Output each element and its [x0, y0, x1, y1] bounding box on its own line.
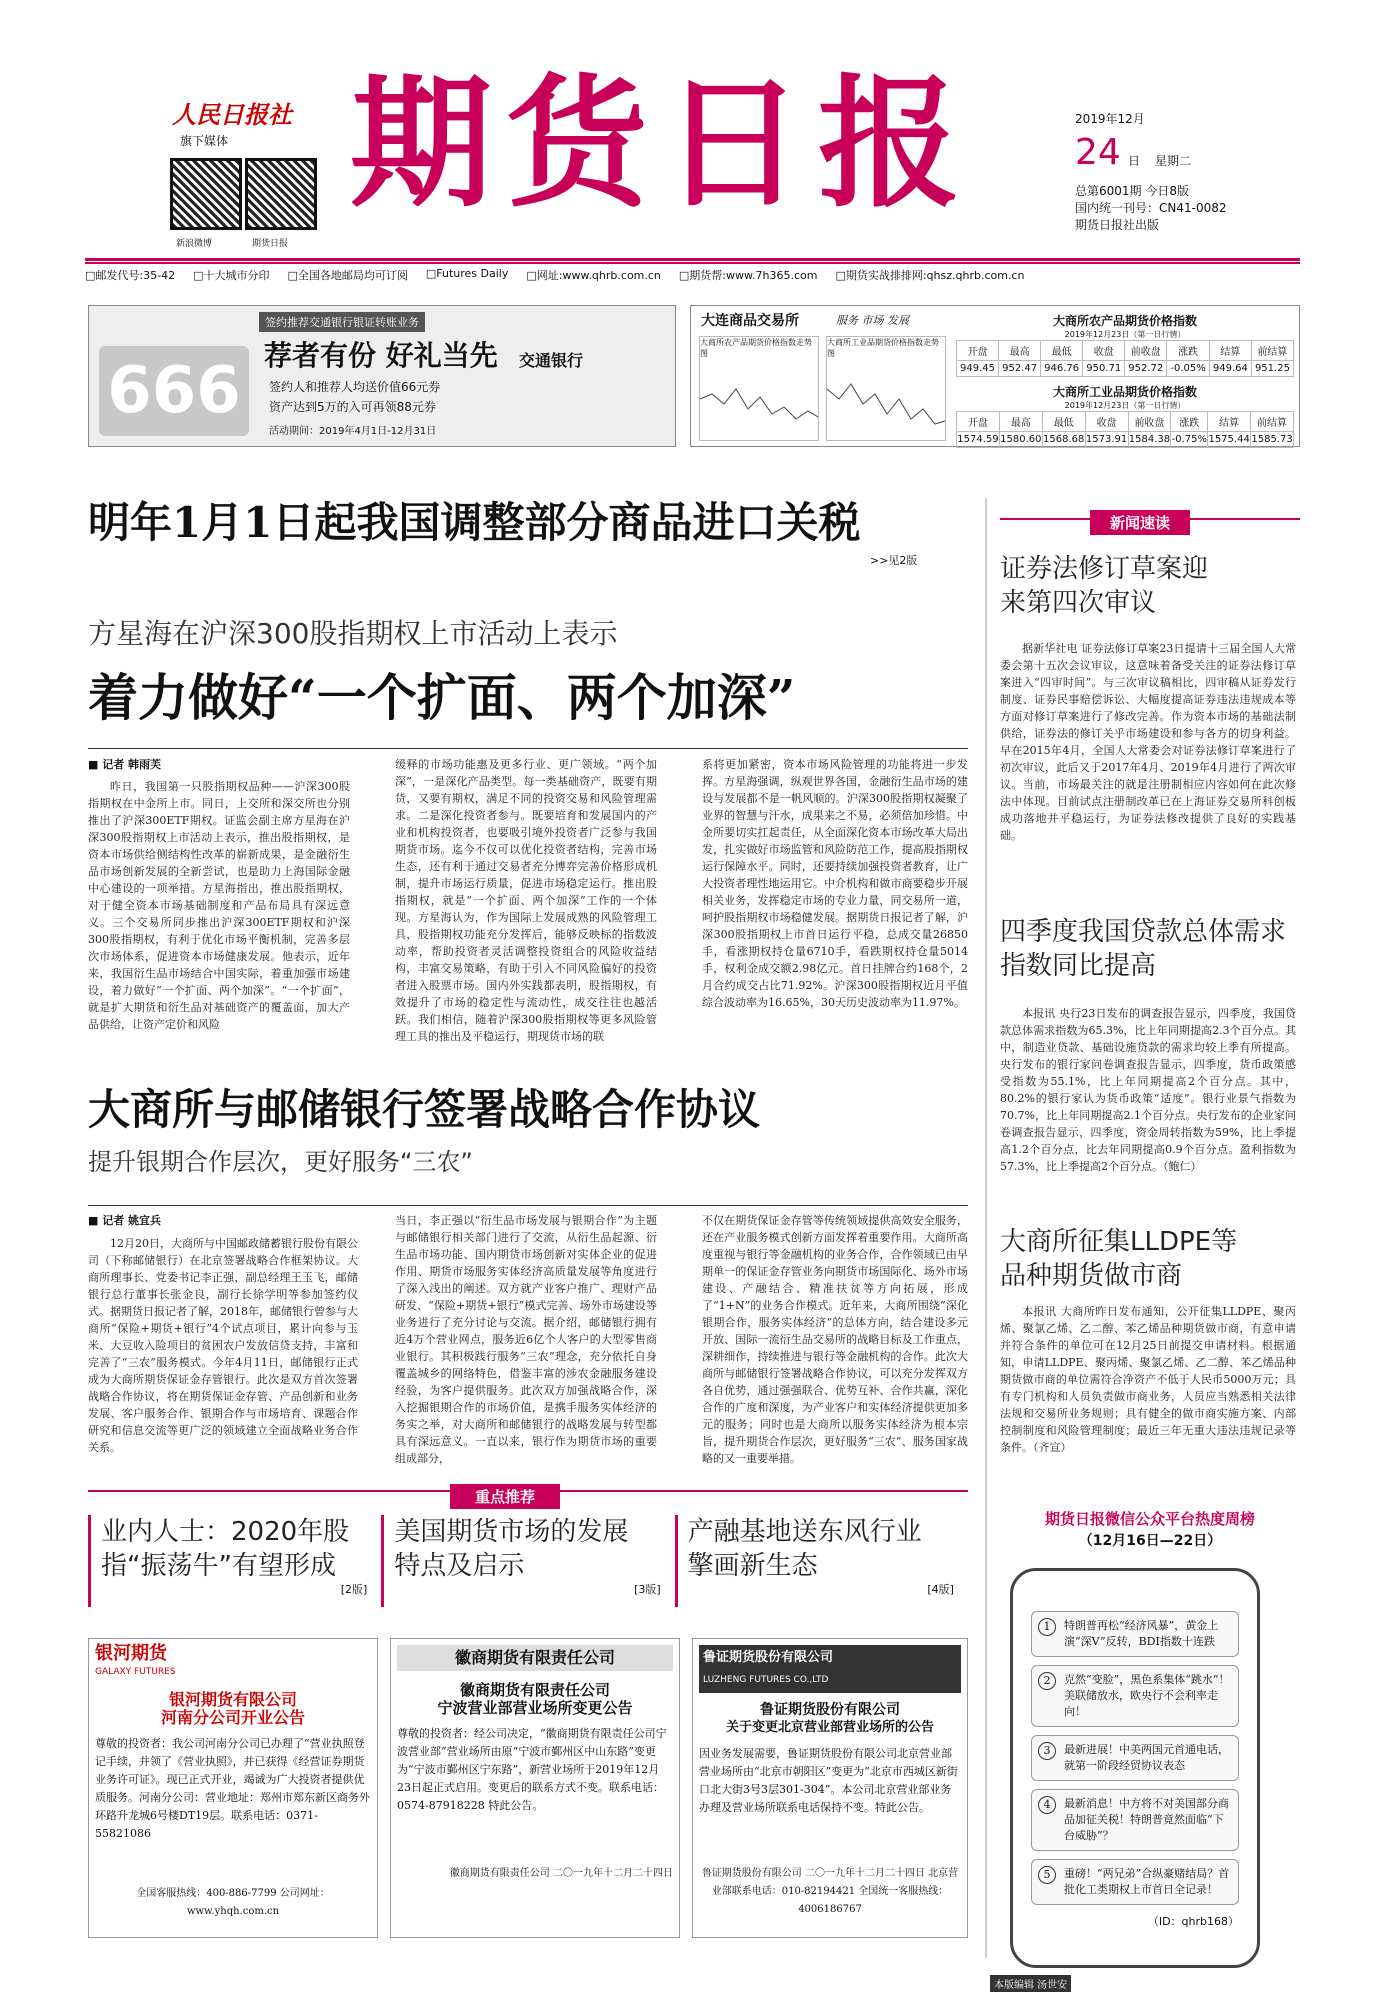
- news1-body: 据新华社电 证券法修订草案23日提请十三届全国人大常委会第十五次会议审议，这意味着备受关注的证券法修订草案进入“四审时间”。与三次审议稿相比，四审稿从证券发行制度、证券民事赔偿诉讼、大幅度提高证券违法违规成本等方面对修订草案进行了修改完善。作为资本市场的基础法制供给，证券法的修订关乎市场建设和参与各方的切身利益。早在2015年4月，全国人大常委会对证券法修订草案进行了初次审议，此后又于2017年4月、2019年4月进行了两次审议。当前，市场最关注的就是注册制相应内容如何在此次修法中体现。目前试点注册制改革已在上海证券交易所科创板成功落地并平稳运行，为证券法修改提供了良好的实践基础。: [1000, 642, 1296, 842]
- lead-headline[interactable]: 明年1月1日起我国调整部分商品进口关税: [88, 498, 861, 547]
- key-tag: 重点推荐: [450, 1484, 560, 1509]
- story1-col1: 昨日，我国第一只股指期权品种——沪深300股指期权在中金所上市。同日，上交所和深交所也分别推出了沪深300ETF期权。证监会副主席方星海在沪深300股指期权上市活动上表示，推出股指期权，是资本市场供给侧结构性改革的崭新成果，是金融衍生品市场创新发展的全新尝试，也是助力上海国际金融中心建设的一项举措。方星海指出，推出股指期权，对于健全资本市场基础制度和产品布局具有深远意义。三个交易所同步推出沪深300ETF期权和沪深300股指期权，有利于优化市场平衡机制，完善多层次市场体系，促进资本市场健康发展。他表示，近年来，我国衍生品市场结合中国实际，着重加强市场建设，着力做好“一个扩面、两个加深”。“一个扩面”，就是扩大期货和衍生品对基础资产的覆盖面，加大产品供给，让资产定价和风险: [88, 780, 350, 1031]
- news1-title[interactable]: 证券法修订草案迎来第四次审议: [1000, 554, 1209, 618]
- td: 951.25: [1251, 361, 1293, 377]
- key-item-page: [3版]: [634, 1583, 661, 1596]
- ad-line2: 资产达到5万的入可再领88元券: [269, 400, 436, 414]
- info-item[interactable]: □期货实战排排网:qhsz.qhrb.com.cn: [835, 269, 1025, 282]
- key-item-page: [4版]: [927, 1583, 954, 1596]
- key-item[interactable]: [381, 1515, 674, 1607]
- hot-item-text: 克然“变脸”，黑色系集体“跳水”！美联储放水，欧央行不会利率走向！: [1064, 1673, 1230, 1718]
- agri-index-table: [956, 312, 1294, 448]
- key-item[interactable]: [675, 1515, 968, 1607]
- galaxy-body: 尊敬的投资者：我公司河南分公司已办理了“营业执照登记手续，并领了《营业执照》，并已获得《经营证券期货业务许可证》。现已正式开业，竭诚为广大投资者提供优质服务。河南分公司：营业地址：郑州市郑东新区商务外环路升龙城6号楼DT19层。联系电话：0371-55821086: [95, 1737, 370, 1840]
- th: 前结算: [1251, 412, 1294, 432]
- date-line: 2019年12月: [1075, 112, 1145, 126]
- info-item: □全国各地邮局均可订阅: [287, 269, 408, 282]
- th: 收盘: [1085, 412, 1128, 432]
- publisher-name: 人民日报社: [172, 100, 292, 129]
- info-bar: [85, 262, 1300, 284]
- td: 1584.38: [1128, 432, 1171, 448]
- story1-headline[interactable]: 着力做好“一个扩面、两个加深”: [88, 668, 796, 727]
- galaxy-title: 银河期货有限公司: [168, 1690, 297, 1709]
- dce-brand: 大连商品交易所: [701, 313, 799, 329]
- bank-ad: [88, 305, 676, 447]
- weekday: 星期二: [1155, 154, 1192, 168]
- story1-col3: 系将更加紧密，资本市场风险管理的功能将进一步发挥。方星海强调，纵观世界各国，金融衍生品市场的建设与发展都不是一帆风顺的。沪深300股指期权凝聚了业界的智慧与汗水，成果来之不易，必须倍加珍惜。中金所要切实扛起责任，从全面深化资本市场改革大局出发，扎实做好市场监管和风险防范工作，提高股指期权运行保障水平。同时，还要持续加强投资者教育，让广大投资者理性地运用它。中介机构和做市商要稳步开展相关业务，发挥稳定市场的专业力量，同交易所一道，呵护股指期权市场稳健发展。据期货日报记者了解，沪深300股指期权上市首日运行平稳，总成交量26850手，看涨期权持仓量6710手，看跌期权持仓量5014手，权利金成交额2.98亿元。首日挂牌合约168个，2月合约成交占比71.92%。沪深300股指期权近月平值综合波动率为16.65%，30天历史波动率为11.97%。: [702, 758, 968, 1009]
- dce-slogan: 服务 市场 发展: [836, 314, 909, 327]
- td: 1574.59: [957, 432, 1000, 448]
- story1-byline: ■ 记者 韩雨芙: [88, 758, 162, 771]
- th: 最低: [1042, 412, 1085, 432]
- hot-item[interactable]: 1 特朗普再松“经济风暴”，黄金上演“深V”反转，BDI指数十连跌: [1031, 1611, 1239, 1657]
- qr-code-weibo: [170, 158, 242, 230]
- th: 开盘: [957, 341, 999, 361]
- td: -0.75%: [1171, 432, 1208, 448]
- luzheng-ad: [692, 1638, 968, 1938]
- info-item: □十大城市分印: [193, 269, 270, 282]
- qr-code-wechat: [245, 158, 317, 230]
- issue-day: 24: [1075, 132, 1121, 173]
- th: 结算: [1209, 341, 1251, 361]
- hot-item-text: 最新进展！中美两国元首通电话，就第一阶段经贸协议表态: [1064, 1743, 1229, 1772]
- luzheng-subtitle: 关于变更北京营业部营业场所的公告: [725, 1720, 934, 1735]
- key-item-title: 业内人士：2020年股指“振荡牛”有望形成: [101, 1517, 350, 1581]
- ind-index-sub: 2019年12月23日（第一日行情）: [1064, 401, 1186, 410]
- ind-chart: [826, 336, 946, 441]
- ad-line1: 签约人和推荐人均送价值66元券: [269, 380, 441, 394]
- luzheng-title: 鲁证期货股份有限公司: [760, 1702, 900, 1718]
- th: 涨跌: [1171, 412, 1208, 432]
- key-item-title: 产融基地送东风行业擎画新生态: [687, 1517, 922, 1581]
- ind-index-title: 大商所工业品期货价格指数: [1052, 385, 1197, 399]
- info-item: □邮发代号:35-42: [85, 269, 176, 282]
- story2-byline: ■ 记者 姚宜兵: [88, 1214, 162, 1227]
- agri-index-sub: 2019年12月23日（第一日行情）: [1064, 330, 1186, 339]
- td: 952.47: [999, 361, 1041, 377]
- hot-item[interactable]: 3 最新进展！中美两国元首通电话，就第一阶段经贸协议表态: [1031, 1735, 1239, 1781]
- th: 最高: [999, 341, 1041, 361]
- td: 949.64: [1209, 361, 1251, 377]
- galaxy-brand: 银河期货: [95, 1643, 167, 1664]
- dce-index-ad: [690, 305, 1300, 447]
- th: 结算: [1208, 412, 1251, 432]
- td: -0.05%: [1167, 361, 1210, 377]
- story2-rule: [88, 1205, 968, 1206]
- ad-slogan: 荐者有份 好礼当先: [264, 339, 498, 372]
- hot-item[interactable]: 5 重磅！“两兄弟”合纵豪赌结局？首批化工类期权上市首日全记录！: [1031, 1859, 1239, 1905]
- qr2-label: 期货日报: [252, 239, 289, 249]
- td: 949.45: [957, 361, 999, 377]
- hot-item[interactable]: 4 最新消息！中方将不对美国部分商品加征关税！特朗普竟然面临“下台威胁”？: [1031, 1789, 1239, 1851]
- ind-chart-title: 大商所工业品期货价格指数走势图: [827, 338, 939, 358]
- huishang-brand: 徽商期货有限责任公司: [397, 1645, 673, 1671]
- huishang-subtitle: 宁波营业部营业场所变更公告: [437, 1699, 633, 1717]
- huishang-title: 徽商期货有限责任公司: [459, 1681, 610, 1699]
- luzheng-body: 因业务发展需要，鲁证期货股份有限公司北京营业部营业场所由“北京市朝阳区”变更为“北京市西城区新街口北大街3号3层301-304”。本公司北京营业部业务办理及营业场所联系电话保持不变。特此公告。: [699, 1747, 958, 1814]
- info-item: □Futures Daily: [425, 267, 509, 280]
- day-unit: 日: [1128, 154, 1141, 168]
- ad-period: 活动期间：2019年4月1日-12月31日: [269, 426, 437, 437]
- hot-item-text: 最新消息！中方将不对美国部分商品加征关税！特朗普竟然面临“下台威胁”？: [1064, 1797, 1229, 1842]
- th: 收盘: [1083, 341, 1125, 361]
- sidebar-divider: [985, 498, 987, 1958]
- th: 开盘: [957, 412, 1000, 432]
- story1-kicker: 方星海在沪深300股指期权上市活动上表示: [88, 617, 618, 650]
- story2-headline[interactable]: 大商所与邮储银行签署战略合作协议: [88, 1085, 761, 1134]
- news2-title[interactable]: 四季度我国贷款总体需求指数同比提高: [1000, 917, 1287, 981]
- agri-chart-title: 大商所农产品期货价格指数走势图: [700, 338, 812, 358]
- th: 最低: [1041, 341, 1083, 361]
- issue-dist: 期货日报社出版: [1075, 218, 1160, 232]
- td: 1575.44: [1208, 432, 1251, 448]
- lead-see-page[interactable]: >>见2版: [870, 554, 918, 567]
- qr1-label: 新浪微博: [176, 239, 213, 249]
- galaxy-foot: 全国客服热线：400-886-7799 公司网址：www.yhqh.com.cn: [136, 1888, 330, 1917]
- news3-body: 本报讯 大商所昨日发布通知，公开征集LLDPE、聚丙烯、聚氯乙烯、乙二醇、苯乙烯品种期货做市商，有意申请并符合条件的单位可在12月25日前提交申请材料。根据通知，申请LLDPE、聚丙烯、聚氯乙烯、乙二醇、苯乙烯品种期货做市商的单位需符合净资产不低于人民币5000万元；具有专门机构和人员负责做市商业务，人员应当熟悉相关法律法规和交易所业务规则；具有健全的做市商实施方案、内部控制制度和风险管理制度；最近三年无重大违法违规记录等条件。（齐宣）: [1000, 1305, 1296, 1454]
- issue-cn: 国内统一刊号：CN41-0082: [1075, 201, 1227, 215]
- key-item-page: [2版]: [340, 1583, 368, 1596]
- hot-title: 期货日报微信公众平台热度周榜: [1044, 1510, 1255, 1528]
- story2-subhead: 提升银期合作层次，更好服务“三农”: [88, 1148, 473, 1176]
- th: 前收盘: [1128, 412, 1171, 432]
- td: 952.72: [1125, 361, 1167, 377]
- th: 前收盘: [1125, 341, 1167, 361]
- publisher-logo: [172, 95, 292, 149]
- galaxy-ad: [88, 1638, 378, 1938]
- ad-top: 签约推荐交通银行银证转账业务: [259, 312, 425, 332]
- hot-item-text: 重磅！“两兄弟”合纵豪赌结局？首批化工类期权上市首日全记录！: [1064, 1867, 1230, 1896]
- agri-index-title: 大商所农产品期货价格指数: [1052, 314, 1197, 328]
- publisher-sub: 旗下媒体: [180, 134, 229, 148]
- ind-chart-line: [827, 359, 945, 444]
- luzheng-brand-en: LUZHENG FUTURES CO.,LTD: [699, 1671, 961, 1693]
- galaxy-subtitle: 河南分公司开业公告: [160, 1708, 305, 1727]
- masthead-title: 期货日报: [350, 62, 974, 227]
- huishang-foot: 徽商期货有限责任公司 二〇一九年十二月二十四日: [449, 1868, 673, 1879]
- story2-col3: 不仅在期货保证金存管等传统领域提供高效安全服务，还在产业服务模式创新方面发挥着重要作用。大商所高度重视与银行等金融机构的业务合作，合作领域已由早期单一的保证金存管业务向期货市场国际化、场外市场建设、产融结合、精准扶贫等方向拓展，形成了“1+N”的业务合作模式。近年来，大商所围绕“深化银期合作，服务实体经济”的总体方向，结合建设多元开放、国际一流衍生品交易所的战略目标及工作重点，深耕细作，持续推进与银行等金融机构的合作。此次大商所与邮储银行签署战略合作协议，可以充分发挥双方各自优势，通过强强联合、优势互补、合作共赢，深化合作的广度和深度，为产业客户和实体经济提供更加多元的服务；同时也是大商所以服务实体经济为根本宗旨，提升期货合作层次，更好服务“三农”、服务国家战略的又一重要举措。: [702, 1214, 968, 1465]
- th: 前结算: [1251, 341, 1293, 361]
- news2-body: 本报讯 央行23日发布的调查报告显示，四季度，我国贷款总体需求指数为65.3%，比上年同期提高2.3个百分点。其中，制造业贷款、基础设施贷款的需求均较上季有所提高。央行发布的银行家问卷调查报告显示，四季度，货币政策感受指数为55.1%，比上年同期提高2个百分点。其中，80.2%的银行家认为货币政策“适度”。银行业景气指数为70.7%，比上年同期提高2.1个百分点。央行发布的企业家问卷调查报告显示，四季度，资金周转指数为59%，比上季提高1.2个百分点，比去年同期提高0.9个百分点。盈利指数为57.3%，比上季提高2个百分点。（鲍仁）: [1000, 1007, 1296, 1173]
- ad-bank-brand: 交通银行: [519, 351, 584, 370]
- luzheng-foot: 鲁证期货股份有限公司 二〇一九年十二月二十四日 北京营业部联系电话：010-82194421 全国统一客服热线：4006186767: [701, 1868, 959, 1915]
- info-item[interactable]: □期货帮:www.7h365.com: [678, 269, 818, 282]
- hot-list-phone: [1010, 1568, 1260, 1968]
- agri-chart: [699, 336, 819, 441]
- ad-image: 666: [99, 346, 249, 436]
- agri-chart-line: [700, 359, 818, 444]
- td: 1573.91: [1085, 432, 1128, 448]
- hot-subtitle: （12月16日—22日）: [1078, 1533, 1222, 1549]
- huishang-body: 尊敬的投资者：经公司决定，“徽商期货有限责任公司宁波营业部”营业场所由原“宁波市鄞州区中山东路”变更为“宁波市鄞州区宁东路”，新营业场所于2019年12月23日起正式启用。变更后的联系方式不变。联系电话：0574-87918228 特此公告。: [397, 1727, 667, 1812]
- key-item-title: 美国期货市场的发展特点及启示: [394, 1517, 629, 1581]
- huishang-ad: [390, 1638, 680, 1938]
- luzheng-brand: 鲁证期货股份有限公司: [699, 1645, 961, 1671]
- story1-rule: [88, 748, 968, 749]
- key-list: [88, 1515, 968, 1607]
- hot-item[interactable]: 2 克然“变脸”，黑色系集体“跳水”！美联储放水，欧央行不会利率走向！: [1031, 1665, 1239, 1727]
- story2-col2: 当日，李正强以“衍生品市场发展与银期合作”为主题与邮储银行相关部门进行了交流，从衍生品起源、衍生品市场功能、国内期货市场创新对实体企业的促进作用、期货市场服务实体经济高质量发展等角度进行了深入浅出的阐述。双方就产业客户推广、理财产品研发、“保险+期货+银行”模式完善、场外市场建设等业务进行了充分讨论与交流。据介绍，邮储银行拥有近4万个营业网点，服务近6亿个人客户的大型零售商业银行。其积极践行服务“三农”理念，充分依托自身覆盖城乡的网络特色，借鉴丰富的涉农金融服务建设经验，为客户提供服务。此次双方加强战略合作，深入挖掘银期合作的市场价值，是携手服务实体经济的务实之举，对大商所和邮储银行的战略发展与转型都具有深远意义。一直以来，银行作为期货市场的重要组成部分，: [395, 1214, 657, 1465]
- story1-col2: 缓释的市场功能惠及更多行业、更广领域。“两个加深”，一是深化产品类型。每一类基础资产，既要有期货，又要有期权，满足不同的投资交易和风险管理需求。二是深化投资者参与。既要培育和发展国内的产业和机构投资者，也要吸引境外投资者广泛参与我国期货市场。迄今不仅可以优化投资者结构，完善市场生态，还有利于通过交易者充分博弈完善价格形成机制，提升市场运行质量，促进市场稳定运行。推出股指期权，就是“一个扩面、两个加深”工作的一个体现。方星海认为，作为国际上发展成熟的风险管理工具，股指期权功能充分发挥后，能够反映标的指数波动率，帮助投资者灵活调整投资组合的风险收益结构，丰富交易策略，有助于引入不同风险偏好的投资者进入股票市场。国内外实践都表明，股指期权，有效提升了市场的稳定性与流动性，成交往往也越活跃。我们相信，随着沪深300股指期权等更多风险管理工具的推出及平稳运行，期现货市场的联: [395, 758, 657, 1043]
- info-item[interactable]: □网址:www.qhrb.com.cn: [526, 269, 661, 282]
- masthead-rule: [85, 258, 1300, 261]
- th: 最高: [999, 412, 1042, 432]
- td: 1585.73: [1251, 432, 1294, 448]
- galaxy-brand-en: GALAXY FUTURES: [95, 1667, 176, 1677]
- td: 1580.60: [999, 432, 1042, 448]
- td: 1568.68: [1042, 432, 1085, 448]
- key-item[interactable]: [88, 1515, 381, 1607]
- hot-id: （ID：qhrb168）: [1147, 1915, 1239, 1928]
- hot-item-text: 特朗普再松“经济风暴”，黄金上演“深V”反转，BDI指数十连跌: [1064, 1619, 1219, 1648]
- th: 涨跌: [1167, 341, 1210, 361]
- td: 946.76: [1041, 361, 1083, 377]
- issue-number: 总第6001期 今日8版: [1075, 184, 1189, 198]
- news3-title[interactable]: 大商所征集LLDPE等品种期货做市商: [1000, 1227, 1238, 1291]
- editor-credit: 本版编辑 汤世安: [990, 1975, 1071, 1992]
- story2-col1: 12月20日，大商所与中国邮政储蓄银行股份有限公司（下称邮储银行）在北京签署战略合作框架协议。大商所理事长、党委书记李正强，副总经理王玉飞，邮储银行总行董事长张金良，副行长徐学明等参加签约仪式。据期货日报记者了解，2018年，邮储银行曾参与大商所“保险+期货+银行”4个试点项目，累计向参与玉米、大豆收入险项目的贫困农户发放信贷支持，丰富和完善了“三农”服务模式。今年4月11日，邮储银行正式成为大商所期货保证金存管银行。此次是双方首次签署战略合作协议，将在期货保证金存管、产品创新和业务发展、客户服务合作、银期合作与市场培育、课题合作研究和信息交流等更广泛的领域建立全面战略业务合作关系。: [88, 1237, 358, 1454]
- sidebar-tag: 新闻速读: [1090, 510, 1190, 535]
- td: 950.71: [1083, 361, 1125, 377]
